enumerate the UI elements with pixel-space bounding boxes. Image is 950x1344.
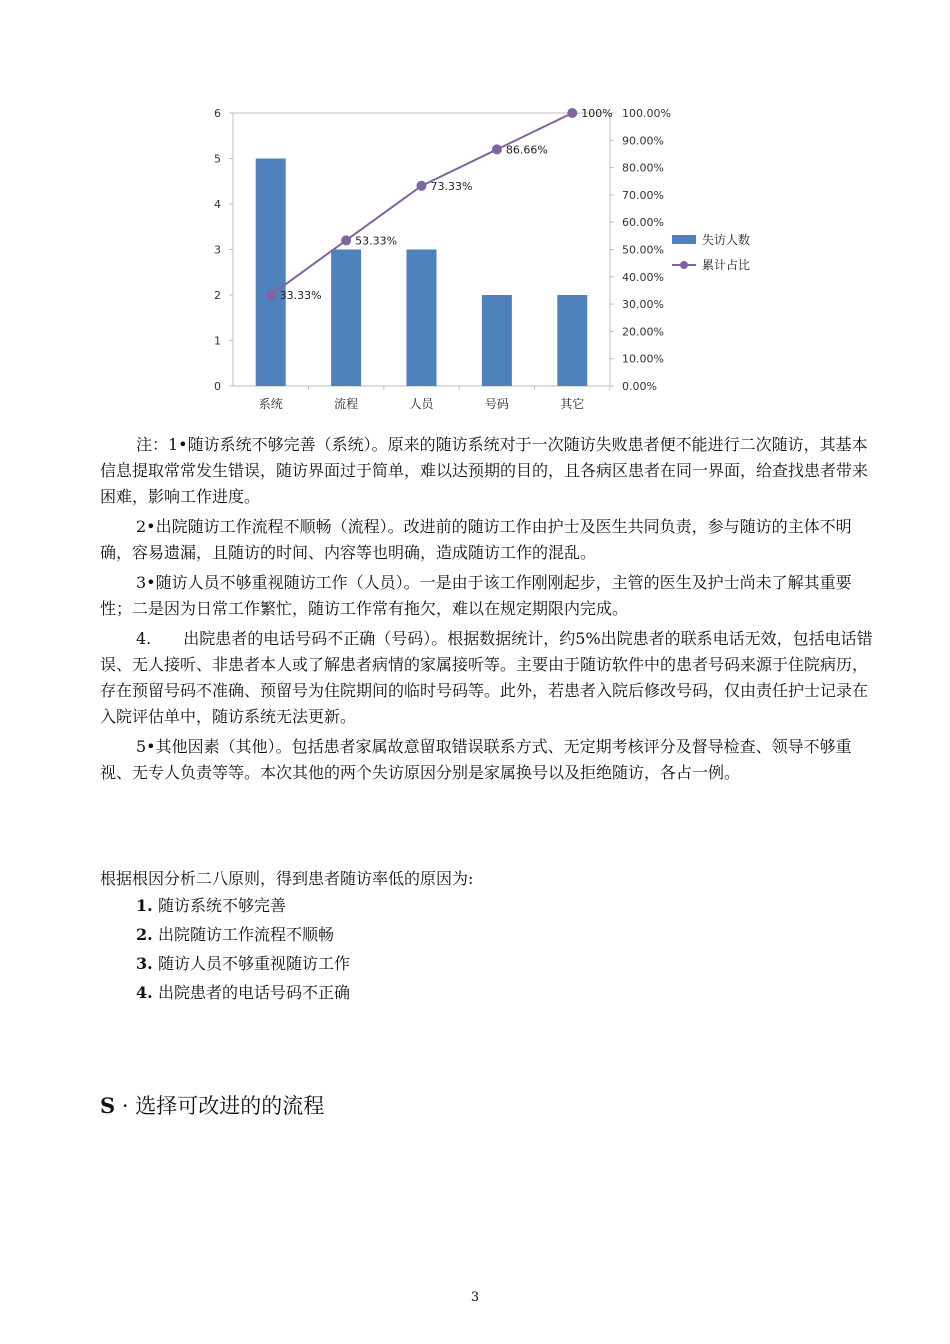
cause-list xyxy=(136,891,350,1007)
list-item: 1. 随访系统不够完善 xyxy=(136,896,287,915)
bar-人员 xyxy=(407,250,437,387)
cumulative-data-label: 33.33% xyxy=(279,289,322,303)
list-item: 3. 随访人员不够重视随访工作 xyxy=(136,954,351,973)
bar-系统 xyxy=(256,159,286,387)
y-left-tick-label: 0 xyxy=(214,380,221,393)
y-right-tick-label: 40.00% xyxy=(622,270,664,284)
y-left-tick-label: 3 xyxy=(214,243,221,257)
legend-bar-swatch xyxy=(672,235,696,244)
y-right-tick-label: 90.00% xyxy=(622,134,664,148)
y-left-tick-label: 5 xyxy=(214,152,221,166)
y-left-tick-label: 6 xyxy=(214,107,221,120)
y-right-tick-label: 100.00% xyxy=(622,107,671,120)
cumulative-point xyxy=(492,144,502,154)
y-left-tick-label: 2 xyxy=(214,289,221,302)
list-item: 4. 出院患者的电话号码不正确 xyxy=(136,983,351,1002)
note-2: 2•出院随访工作流程不顺畅（流程）。改进前的随访工作由护士及医生共同负责，参与随访的主体不明确，容易遗漏，且随访的时间、内容等也明确，造成随访工作的混乱。 xyxy=(100,517,852,562)
y-right-tick-label: 50.00% xyxy=(622,243,664,257)
note-1: 注：1•随访系统不够完善（系统）。原来的随访系统对于一次随访失败患者便不能进行二次随访，其基本信息提取常常发生错误，随访界面过于简单，难以达预期的目的，且各病区患者在同一界面，给查找患者带来困难，影响工作进度。 xyxy=(100,435,869,506)
legend-bar-label: 失访人数 xyxy=(702,233,751,247)
cumulative-data-label: 53.33% xyxy=(355,234,398,248)
cumulative-point xyxy=(567,108,577,118)
y-right-tick-label: 70.00% xyxy=(622,188,664,202)
list-item: 2. 出院随访工作流程不顺畅 xyxy=(136,925,335,944)
page-number: 3 xyxy=(470,1290,480,1305)
bar-号码 xyxy=(482,295,512,386)
y-left-tick-label: 1 xyxy=(214,334,221,348)
y-left-tick-label: 4 xyxy=(214,198,221,211)
x-tick-label: 流程 xyxy=(334,397,359,411)
cumulative-data-label: 73.33% xyxy=(430,179,473,193)
note-3: 3•随访人员不够重视随访工作（人员）。一是由于该工作刚刚起步，主管的医生及护士尚未了解其重要性；二是因为日常工作繁忙，随访工作常有拖欠，难以在规定期限内完成。 xyxy=(100,573,852,618)
y-right-tick-label: 10.00% xyxy=(622,352,664,366)
cumulative-point xyxy=(341,235,351,245)
cumulative-point xyxy=(417,181,427,191)
bar-流程 xyxy=(331,250,361,387)
pareto-chart xyxy=(200,100,780,420)
section-heading: S · 选择可改进的的流程 xyxy=(100,1093,325,1118)
y-right-tick-label: 20.00% xyxy=(622,325,664,339)
y-right-tick-label: 60.00% xyxy=(622,216,664,230)
x-tick-label: 系统 xyxy=(258,397,283,411)
x-tick-label: 其它 xyxy=(560,397,585,411)
note-5: 5•其他因素（其他）。包括患者家属故意留取错误联系方式、无定期考核评分及督导检查、领导不够重视、无专人负责等等。本次其他的两个失访原因分别是家属换号以及拒绝随访，各占一例。 xyxy=(100,737,852,782)
cumulative-data-label: 100% xyxy=(581,107,613,120)
cumulative-data-label: 86.66% xyxy=(505,143,548,157)
y-right-tick-label: 0.00% xyxy=(622,380,657,393)
y-right-tick-label: 30.00% xyxy=(622,298,664,312)
x-tick-label: 人员 xyxy=(409,397,434,411)
x-tick-label: 号码 xyxy=(484,397,509,411)
note-4: 4. 出院患者的电话号码不正确（号码）。根据数据统计，约5%出院患者的联系电话无效，包括电话错误、无人接听、非患者本人或了解患者病情的家属接听等。主要由于随访软件中的患者号码来源于住院病历，存在预留号码不准确、预留号为住院期间的临时号码等。此外，若患者入院后修改号码，仅由责任护士记录在入院评估单中，随访系统无法更新。 xyxy=(100,629,873,726)
bar-其它 xyxy=(557,295,587,386)
y-right-tick-label: 80.00% xyxy=(622,161,664,175)
cumulative-point xyxy=(266,290,276,300)
legend-line-marker xyxy=(680,261,688,269)
summary-text: 根据根因分析二八原则，得到患者随访率低的原因为: xyxy=(100,869,474,888)
legend-line-label: 累计占比 xyxy=(702,258,751,272)
